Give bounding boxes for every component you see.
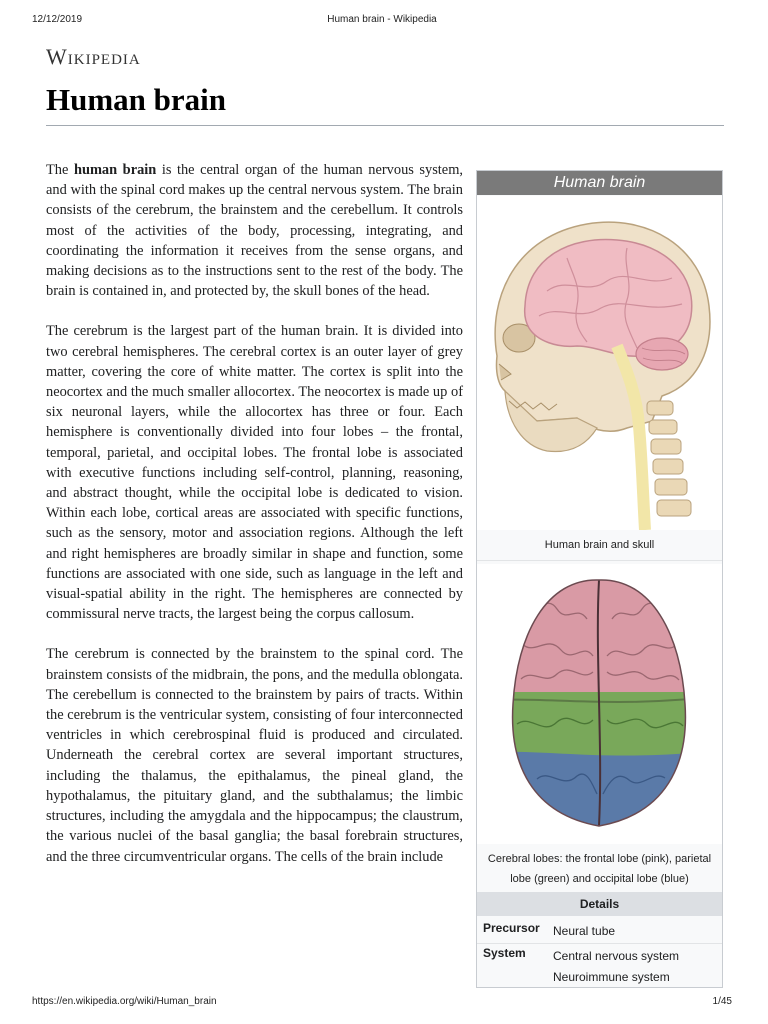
- print-page-number: 1/45: [712, 996, 732, 1007]
- cerebral-lobes-image[interactable]: [477, 564, 722, 844]
- infobox-row-precursor: [477, 921, 722, 943]
- details-header: Details: [477, 892, 722, 916]
- intro-bold-term: human brain: [73, 162, 157, 178]
- print-date: 12/12/2019: [32, 14, 83, 25]
- paragraph-brainstem: The cerebrum is connected by the brainstem to the spinal cord. The brainstem consists of the midbrain, the pons, and the medulla oblongata. The cerebellum is connected to the brainstem by pairs of tracts. Within the cerebrum is the ventricular system, consisting of four interconnected ventricles in which cerebrospinal fluid is produced and circulated. Underneath the cerebral cortex are several important structures, including the thalamus, the epithalamus, the pineal gland, the hypothalamus, the pituitary gland, and the subthalamus; the limbic structures, including the amygdala and the hippocampus; the claustrum, the various nuclei of the basal ganglia; the basal forebrain structures, and the three circumventricular organs. The cells of the brain include: [46, 646, 463, 865]
- page-title: Human brain: [46, 82, 227, 117]
- infobox-title: Human brain: [477, 171, 722, 195]
- row-label: Precursor: [483, 921, 540, 935]
- title-divider: [46, 125, 724, 126]
- row-label: System: [483, 946, 526, 960]
- paragraph-cerebrum: The cerebrum is the largest part of the human brain. It is divided into two cerebral hemispheres. The cerebral cortex is an outer layer of grey matter, covering the core of white matter. The cortex is split into the neocortex and the much smaller allocortex. The neocortex is made up of six neuronal layers, while the allocortex has three or four. Each hemisphere is conventionally divided into four lobes – the frontal, temporal, parietal, and occipital lobes. The frontal lobe is associated with executive functions including self-control, planning, reasoning, and abstract thought, while the occipital lobe is dedicated to vision. Within each lobe, cortical areas are associated with specific functions, such as the sensory, motor and association regions. Although the left and right hemispheres are broadly similar in shape and function, some functions are associated with one side, such as language in the left and visual-spatial ability in the right. The hemispheres are connected by commissural nerve tracts, the largest being the corpus callosum.: [46, 323, 463, 623]
- wikipedia-wordmark[interactable]: Wikipedia: [46, 44, 141, 69]
- infobox-divider: [477, 560, 722, 561]
- article-body: [46, 160, 463, 887]
- print-url: https://en.wikipedia.org/wiki/Human_brain: [32, 996, 217, 1007]
- paragraph-intro: [46, 160, 463, 301]
- brain-skull-illustration: [477, 196, 722, 530]
- infobox: [476, 170, 723, 988]
- print-footer: [32, 996, 732, 1010]
- image2-caption: Cerebral lobes: the frontal lobe (pink), parietal lobe (green) and occipital lobe (blue): [487, 853, 712, 885]
- image1-caption: Human brain and skull: [544, 539, 655, 551]
- print-tab-title: Human brain - Wikipedia: [327, 14, 437, 25]
- system-link-neuroimmune[interactable]: Neuroimmune system: [553, 970, 670, 984]
- cerebral-lobes-illustration: [477, 564, 722, 844]
- infobox-divider: [477, 943, 722, 944]
- intro-text: is the central organ of the human nervous system, and with the spinal cord makes up the central nervous system. The brain consists of the cerebrum, the brainstem and the cerebellum. It controls most of the activities of the body, processing, integrating, and coordinating the information it receives from the sense organs, and making decisions as to the instructions sent to the rest of the body. The brain is contained in, and protected by, the skull bones of the head.: [46, 162, 463, 300]
- print-header: [32, 14, 732, 30]
- row-value: [553, 946, 679, 988]
- infobox-row-system: [477, 946, 722, 988]
- row-value[interactable]: Neural tube: [553, 924, 616, 938]
- intro-lead: The: [46, 162, 74, 178]
- system-link-cns[interactable]: Central nervous system: [553, 949, 680, 963]
- brain-and-skull-image[interactable]: [477, 196, 722, 530]
